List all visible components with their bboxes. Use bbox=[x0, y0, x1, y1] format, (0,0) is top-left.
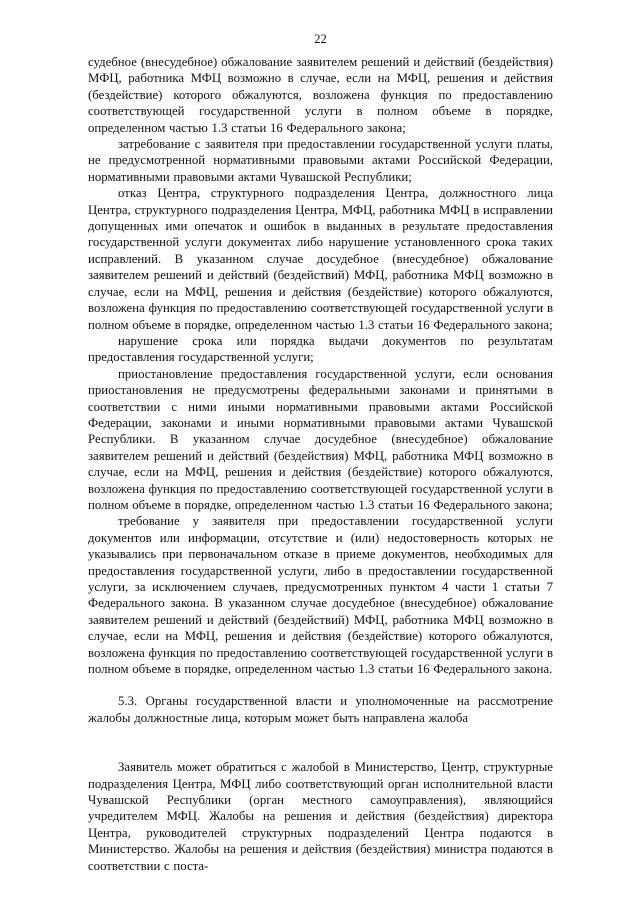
paragraph: приостановление предоставления государственной услуги, если основания приостановления не предусмотрены федеральными законами и принятыми в соответствии с ними иными нормативными правовыми актами Российской Федерации, законами и иными нормативными правовыми актами Чувашской Республики. В указанном случае досудебное (внесудебное) обжалование заявителем решений и действий (бездействия) МФЦ, работника МФЦ возможно в случае, если на МФЦ, решения и действия (бездействие) которого обжалуются, возложена функция по предоставлению соответствующей государственной услуги в полном объеме в порядке, определенном частью 1.3 статьи 16 Федерального закона; bbox=[88, 366, 553, 512]
paragraph: затребование с заявителя при предоставлении государственной услуги платы, не предусмотренной нормативными правовыми актами Российской Федерации, нормативными правовыми актами Чувашской Республики; bbox=[88, 137, 553, 184]
document-body bbox=[88, 54, 553, 874]
page-number: 22 bbox=[314, 32, 327, 46]
paragraph: 5.3. Органы государственной власти и уполномоченные на рассмотрение жалобы должностные лица, которым может быть направлена жалоба bbox=[88, 694, 553, 725]
paragraph: нарушение срока или порядка выдачи документов по результатам предоставления государственной услуги; bbox=[88, 333, 553, 365]
paragraph: требование у заявителя при предоставлении государственной услуги документов или информации, отсутствие и (или) недостоверность которых не указывались при первоначальном отказе в приеме документов, необходимых для предоставления государственной услуги, либо в предоставлении государственной услуги, за исключением случаев, предусмотренных пунктом 4 части 1 статьи 7 Федерального закона. В указанном случае досудебное (внесудебное) обжалование заявителем решений и действий (бездействий) МФЦ, работника МФЦ возможно в случае, если на МФЦ, решения и действия (бездействие) которого обжалуются, возложена функция по предоставлению соответствующей государственной услуги в полном объеме в порядке, определенном частью 1.3 статьи 16 Федерального закона. bbox=[88, 514, 553, 677]
paragraph: судебное (внесудебное) обжалование заявителем решений и действий (бездействия) МФЦ, работника МФЦ возможно в случае, если на МФЦ, решения и действия (бездействие) которого обжалуются, возложена функция по предоставлению соответствующей государственной услуги в полном объеме в порядке, определенном частью 1.3 статьи 16 Федерального закона; bbox=[88, 55, 553, 135]
paragraph: отказ Центра, структурного подразделения Центра, должностного лица Центра, структурного подразделения Центра, МФЦ, работника МФЦ в исправлении допущенных ими опечаток и ошибок в выданных в результате предоставления государственной услуги документах либо нарушение установленного срока таких исправлений. В указанном случае досудебное (внесудебное) обжалование заявителем решений и действий (бездействий) МФЦ, работника МФЦ возможно в случае, если на МФЦ, решения и действия (бездействие) которого обжалуются, возложена функция по предоставлению соответствующей государственной услуги в полном объеме в порядке, определенном частью 1.3 статьи 16 Федерального закона; bbox=[88, 186, 553, 332]
paragraph: Заявитель может обратиться с жалобой в Министерство, Центр, структурные подразделения Центра, МФЦ либо соответствующий орган исполнительной власти Чувашской Республики (орган местного самоуправления), являющийся учредителем МФЦ. Жалобы на решения и действия (бездействия) директора Центра, руководителей структурных подразделений Центра подаются в Министерство. Жалобы на решения и действия (бездействия) министра подаются в соответствии с поста- bbox=[88, 760, 553, 873]
